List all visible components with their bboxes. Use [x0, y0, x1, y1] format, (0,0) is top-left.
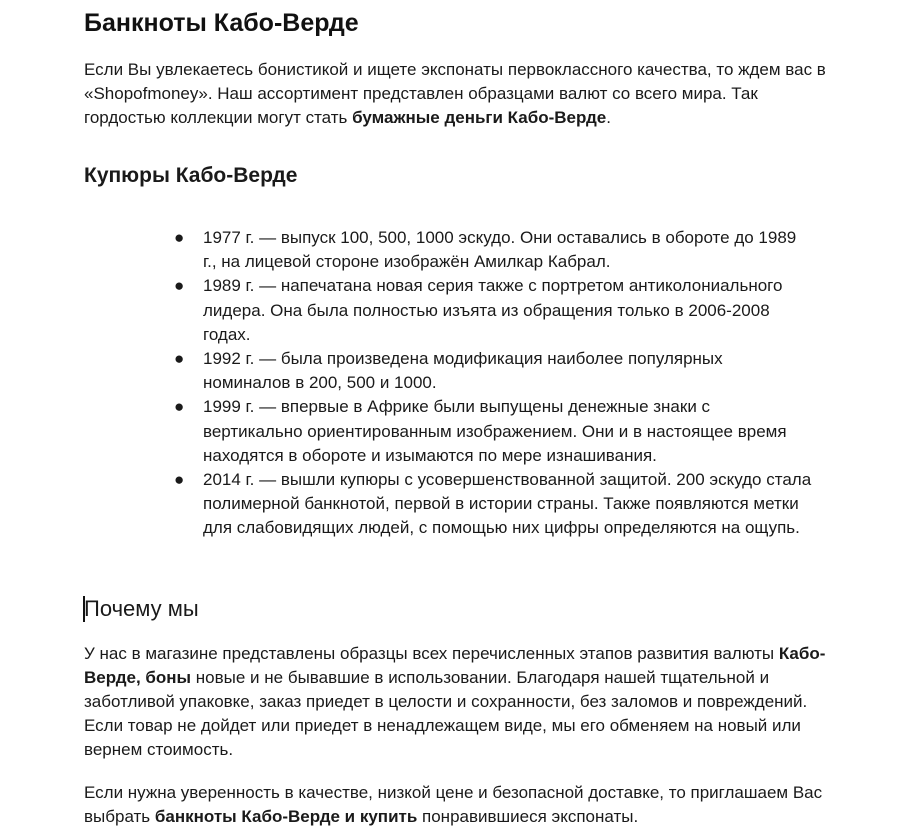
list-item [174, 395, 814, 468]
list-item [174, 226, 814, 274]
bullet-icon: ● [174, 397, 185, 417]
why-us-bold-1: Кабо-Верде, боны [84, 644, 826, 687]
intro-text-2: . [606, 108, 611, 127]
list-item [174, 468, 814, 541]
intro-text-1: Если Вы увлекаетесь бонистикой и ищете экспонаты первоклассного качества, то ждем вас в «Shopofmoney». Наш ассортимент представлен образцами валют со всего мира. Так гордостью коллекции могут стать [84, 60, 826, 127]
cta-text-1: Если нужна уверенность в качестве, низкой цене и безопасной доставке, то приглашаем Вас выбрать [84, 783, 823, 826]
why-us-text-2: новые и не бывавшие в использовании. Благодаря нашей тщательной и заботливой упаковке, заказ приедет в целости и сохранности, без заломов и повреждений. Если товар не дойдет или приедет в ненадлежащем виде, мы его обменяем на новый или вернем стоимость. [84, 668, 808, 759]
list-item-text: 1992 г. — была произведена модификация наиболее популярных номиналов в 200, 500 и 1000. [203, 349, 723, 393]
bullet-icon: ● [174, 470, 185, 490]
list-item-text: 2014 г. — вышли купюры с усовершенствованной защитой. 200 эскудо стала полимерной банкнотой, первой в истории страны. Также появляются метки для слабовидящих людей, с помощью них цифры определяются на ощупь. [203, 470, 812, 538]
banknote-history-list [174, 226, 814, 541]
bullet-icon: ● [174, 276, 185, 296]
bullet-icon: ● [174, 349, 185, 369]
bullet-icon: ● [174, 228, 185, 247]
why-us-text-1: У нас в магазине представлены образцы всех перечисленных этапов развития валюты [84, 644, 779, 663]
list-item-text: 1989 г. — напечатана новая серия также с портретом антиколониального лидера. Она была полностью изъята из обращения только в 2006-2008 годах. [203, 276, 783, 344]
page-title: Банкноты Кабо-Верде [84, 9, 359, 37]
cta-bold-1: банкноты Кабо-Верде и купить [154, 807, 418, 826]
list-item [174, 274, 814, 347]
list-item-text: 1977 г. — выпуск 100, 500, 1000 эскудо. Они оставались в обороте до 1989 г., на лицевой стороне изображён Амилкар Кабрал. [203, 228, 797, 272]
why-us-paragraph-1 [84, 642, 844, 762]
list-item [174, 347, 814, 395]
intro-paragraph [84, 58, 844, 130]
section-heading-banknotes: Купюры Кабо-Верде [84, 164, 298, 187]
section-heading-why-us[interactable]: Почему мы [84, 596, 199, 621]
intro-bold-1: бумажные деньги Кабо-Верде [352, 108, 607, 127]
why-us-paragraph-2 [84, 781, 844, 829]
cta-text-2: понравившиеся экспонаты. [417, 807, 639, 826]
list-item-text: 1999 г. — впервые в Африке были выпущены денежные знаки с вертикально ориентированным изображением. Они и в настоящее время находятся в обороте и изымаются по мере изнашивания. [203, 397, 787, 465]
